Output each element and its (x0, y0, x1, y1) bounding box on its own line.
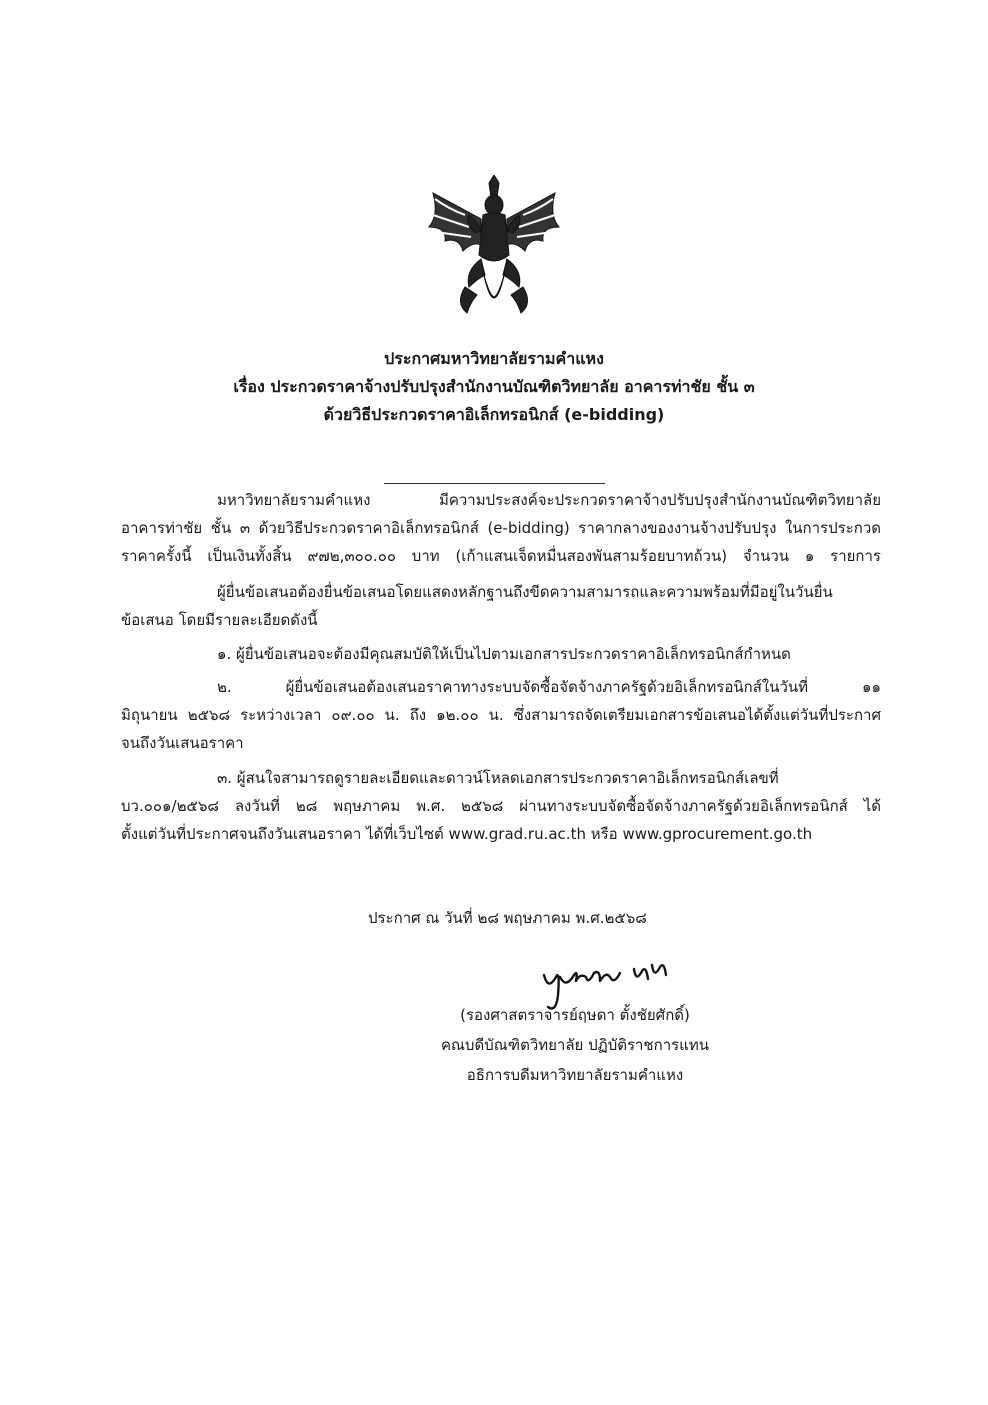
paragraph-line: จนถึงวันเสนอราคา (121, 734, 244, 752)
document-title: ประกาศมหาวิทยาลัยรามคำแหง (384, 349, 604, 368)
paragraph-line: มหาวิทยาลัยรามคำแหง มีความประสงค์จะประกวดราคาจ้างปรับปรุงสำนักงานบัณฑิตวิทยาลัย (217, 491, 881, 509)
announcement-date: ประกาศ ณ วันที่ ๒๘ พฤษภาคม พ.ศ.๒๕๖๘ (368, 909, 647, 927)
signer-organization: อธิการบดีมหาวิทยาลัยรามคำแหง (466, 1066, 684, 1084)
paragraph-line: ข้อเสนอ โดยมีรายละเอียดดังนี้ (121, 611, 318, 629)
title-block (0, 345, 988, 429)
signer-name: (รองศาสตราจารย์ฤษดา ตั้งชัยศักดิ์) (460, 1006, 690, 1024)
paragraph-line: ๓. ผู้สนใจสามารถดูรายละเอียดและดาวน์โหลดเอกสารประกวดราคาอิเล็กทรอนิกส์เลขที่ (217, 769, 779, 787)
document-subject: เรื่อง ประกวดราคาจ้างปรับปรุงสำนักงานบัณฑิตวิทยาลัย อาคารท่าชัย ชั้น ๓ (233, 377, 755, 396)
paragraph-line: ๑. ผู้ยื่นข้อเสนอจะต้องมีคุณสมบัติให้เป็นไปตามเอกสารประกวดราคาอิเล็กทรอนิกส์กำหนด (217, 645, 791, 663)
title-divider (384, 483, 605, 484)
paragraph-line: ๒. ผู้ยื่นข้อเสนอต้องเสนอราคาทางระบบจัดซื้อจัดจ้างภาครัฐด้วยอิเล็กทรอนิกส์ในวันที่ ๑๑ (217, 678, 881, 696)
paragraph-line: ผู้ยื่นข้อเสนอต้องยื่นข้อเสนอโดยแสดงหลักฐานถึงขีดความสามารถและความพร้อมที่มีอยู่ในวันยื่น (217, 583, 833, 601)
list-item-2 (121, 673, 881, 757)
paragraph-2 (121, 578, 881, 634)
paragraph-line: บว.๐๐๑/๒๕๖๘ ลงวันที่ ๒๘ พฤษภาคม พ.ศ. ๒๕๖๘ ผ่านทางระบบจัดซื้อจัดจ้างภาครัฐด้วยอิเล็กทรอนิกส์ ได้ (121, 797, 881, 815)
garuda-emblem-icon (425, 175, 563, 325)
paragraph-line: ราคาครั้งนี้ เป็นเงินทั้งสิ้น ๙๗๒,๓๐๐.๐๐ บาท (เก้าแสนเจ็ดหมื่นสองพันสามร้อยบาทถ้วน) จำนวน ๑ รายการ (121, 547, 881, 565)
paragraph-1 (121, 486, 881, 570)
paragraph-line: มิถุนายน ๒๕๖๘ ระหว่างเวลา ๐๙.๐๐ น. ถึง ๑๒.๐๐ น. ซึ่งสามารถจัดเตรียมเอกสารข้อเสนอได้ตั้งแต่วันที่ประกาศ (121, 706, 881, 724)
paragraph-line: ตั้งแต่วันที่ประกาศจนถึงวันเสนอราคา ได้ที่เว็บไซต์ www.grad.ru.ac.th หรือ www.gprocurement.go.th (121, 825, 813, 843)
signer-position: คณบดีบัณฑิตวิทยาลัย ปฏิบัติราชการแทน (440, 1036, 709, 1054)
paragraph-line: อาคารท่าชัย ชั้น ๓ ด้วยวิธีประกวดราคาอิเล็กทรอนิกส์ (e-bidding) ราคากลางของงานจ้างปรับปรุง ในการประกวด (121, 519, 881, 537)
list-item-3 (121, 764, 881, 848)
document-method: ด้วยวิธีประกวดราคาอิเล็กทรอนิกส์ (e-bidding) (323, 405, 665, 424)
list-item-1 (121, 640, 881, 668)
signature-block (330, 1000, 820, 1090)
